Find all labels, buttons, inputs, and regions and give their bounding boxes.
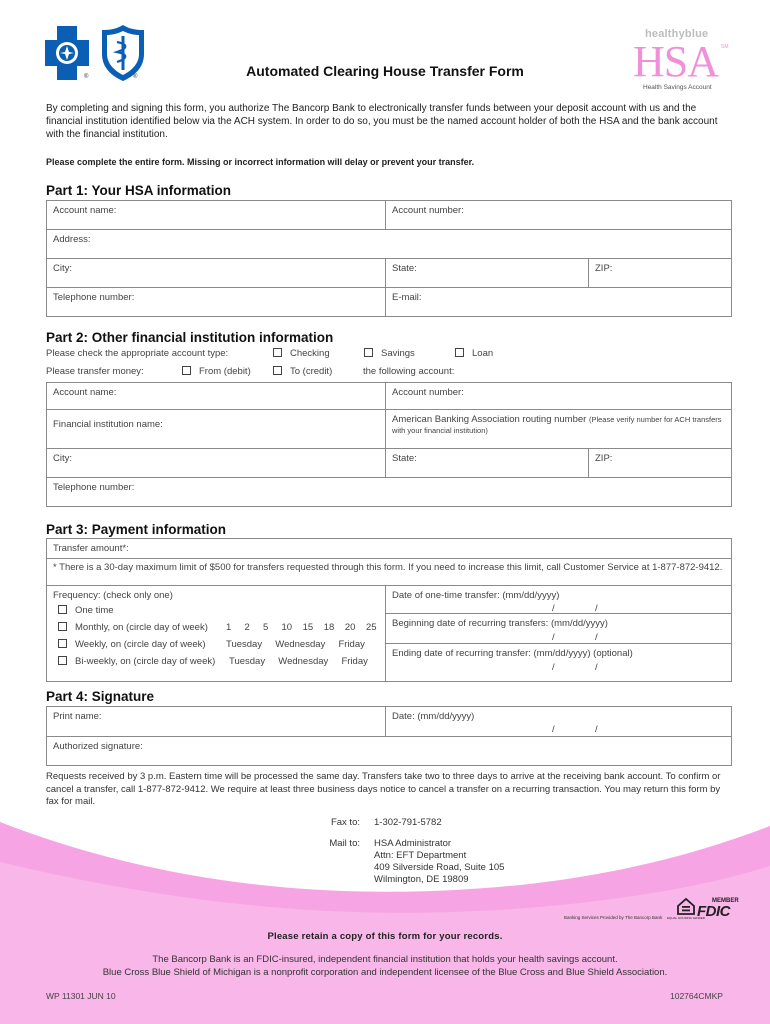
divider [385,613,732,614]
disclaimer: The Bancorp Bank is an FDIC-insured, independent financial institution that holds your health savings account. Blue Cross Blue Shield of Michigan is a nonprofit corporation and independent licensee of the Blue Cross and Blue Shield Association. [102,954,668,978]
fi-zip-field[interactable]: ZIP: [589,449,732,478]
equal-housing-lender-icon [667,897,705,921]
fi-institution-name-field[interactable]: Financial institution name: [47,410,386,449]
transfer-amount-field[interactable]: Transfer amount*: [47,539,732,559]
monthly-checkbox[interactable]: Monthly, on (circle day of week) [58,622,208,633]
dates-cell: Date of one-time transfer: (mm/dd/yyyy) [386,586,732,682]
frequency-cell: Frequency: (check only one) [47,586,386,682]
part2-table [46,382,732,507]
checking-checkbox[interactable]: Checking [273,348,330,359]
hsa-account-name-field[interactable]: Account name: [47,201,386,230]
one-time-checkbox[interactable]: One time [58,605,114,616]
mail-label: Mail to: [329,838,360,849]
part4-table [46,706,732,766]
part2-title: Part 2: Other financial institution information [46,330,334,345]
intro-paragraph: By completing and signing this form, you authorize The Bancorp Bank to electronically transfer funds between your deposit account with us and the financial institution identified below via the ACH system. In order to do so, you must be the named account holder of both the HSA and the bank account with the financial institution. [46,103,718,140]
registered-mark: ® [133,74,138,80]
fi-account-name-field[interactable]: Account name: [47,383,386,410]
hsa-state-field[interactable]: State: [386,259,589,288]
from-debit-checkbox[interactable]: From (debit) [182,366,251,377]
part1-title: Part 1: Your HSA information [46,183,232,198]
weekly-days[interactable]: Tuesday Wednesday Friday [226,639,365,650]
biweekly-checkbox[interactable]: Bi-weekly, on (circle day of week) [58,656,215,667]
fdic-logo-text: FDIC [697,903,730,920]
hsa-city-field[interactable]: City: [47,259,386,288]
form-title: Automated Clearing House Transfer Form [246,63,524,79]
end-date-label: Ending date of recurring transfer: (mm/dd/yyyy) (optional) [392,648,633,659]
date-slash: / [595,662,598,673]
bank-provided-text: Banking Services Provided by The Bancorp Bank [564,915,663,920]
to-credit-checkbox[interactable]: To (credit) [273,366,332,377]
fi-city-field[interactable]: City: [47,449,386,478]
fax-number: 1-302-791-5782 [374,817,442,828]
limit-note: * There is a 30-day maximum limit of $500 for transfers requested through this form. If you need to increase this limit, call Customer Service at 1-877-872-9412. [47,559,732,586]
date-slash: / [552,632,555,643]
part4-title: Part 4: Signature [46,689,155,704]
date-slash: / [595,603,598,614]
fdic-member-text: MEMBER [712,898,739,904]
date-slash: / [552,724,555,735]
service-mark: SM [721,44,729,50]
fi-routing-number-field[interactable]: American Banking Association routing number (Please verify number for ACH transfers with your financial institution) [386,410,732,449]
part3-title: Part 3: Payment information [46,522,227,537]
hsa-account-number-field[interactable]: Account number: [386,201,732,230]
authorized-signature-field[interactable]: Authorized signature: [47,737,732,766]
following-account-label: the following account: [363,366,455,377]
date-slash: / [552,662,555,673]
signature-date-field[interactable]: Date: (mm/dd/yyyy) [386,707,732,737]
date-slash: / [552,603,555,614]
loan-checkbox[interactable]: Loan [455,348,493,359]
weekly-checkbox[interactable]: Weekly, on (circle day of week) [58,639,206,650]
transfer-direction-label: Please transfer money: [46,366,144,377]
hsa-zip-field[interactable]: ZIP: [589,259,732,288]
form-code: WP 11301 JUN 10 [46,991,116,1001]
completion-notice: Please complete the entire form. Missing or incorrect information will delay or prevent your transfer. [46,157,475,167]
part1-table [46,200,732,317]
mail-address: HSA Administrator Attn: EFT Department 409 Silverside Road, Suite 105 Wilmington, DE 19809 [374,838,505,885]
print-name-field[interactable]: Print name: [47,707,386,737]
hsa-subtitle: Health Savings Account [643,84,712,91]
savings-checkbox[interactable]: Savings [364,348,415,359]
fax-label: Fax to: [330,817,360,828]
fi-state-field[interactable]: State: [386,449,589,478]
hsa-logo-text: HSA [633,37,719,86]
svg-text:EQUAL HOUSING LENDER: EQUAL HOUSING LENDER [667,916,705,920]
hsa-email-field[interactable]: E-mail: [386,288,732,317]
hsa-address-field[interactable]: Address: [47,230,732,259]
retain-notice: Please retain a copy of this form for your records. [267,931,503,942]
begin-date-label: Beginning date of recurring transfers: (mm/dd/yyyy) [392,618,608,629]
hsa-telephone-field[interactable]: Telephone number: [47,288,386,317]
processing-info: Requests received by 3 p.m. Eastern time will be processed the same day. Transfers take two to three days to arrive at the receiving bank account. To confirm or cancel a transfer, call 1-877-872-9412. We require at least three business days notice to cancel a transfer on a recurring transaction. You may return this form by fax for mail. [46,771,721,807]
date-slash: / [595,632,598,643]
monthly-days[interactable]: 1 2 5 10 15 18 20 25 [226,622,377,633]
registered-mark: ® [84,74,89,80]
print-code: 102764CMKP [670,991,723,1001]
biweekly-days[interactable]: Tuesday Wednesday Friday [229,656,368,667]
fi-telephone-field[interactable]: Telephone number: [47,478,732,507]
fi-account-number-field[interactable]: Account number: [386,383,732,410]
date-slash: / [595,724,598,735]
healthy-blue-logo-text: healthyblue [645,28,709,40]
account-type-label: Please check the appropriate account type: [46,348,229,359]
divider [385,643,732,644]
